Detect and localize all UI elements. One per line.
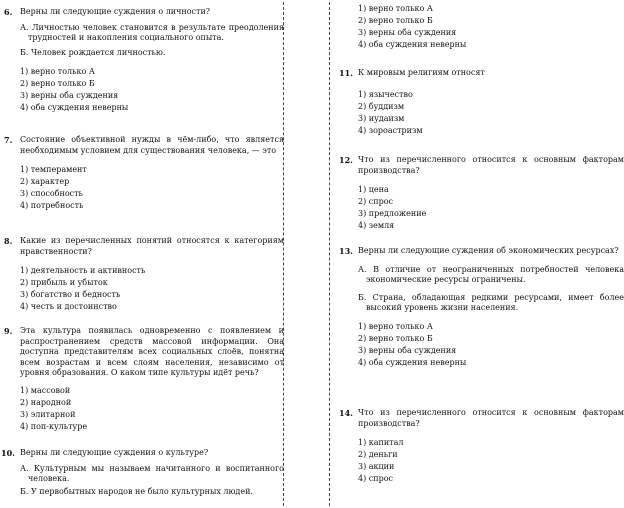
answer-option-3[interactable]: 3) верны оба суждения [20,90,119,100]
question-number: 6. [4,7,13,17]
answer-options [0,164,284,212]
question-7 [0,135,284,212]
answer-option-4[interactable]: 4) земля [358,221,395,231]
answer-option-1[interactable]: 1) капитал [358,438,404,448]
answer-options [0,265,284,313]
question-text: Какие из перечисленных понятий относятся к категориям нравственности? [20,236,284,256]
question-text: Что из перечисленного относится к основным факторам производства? [358,408,624,428]
question-8 [0,236,284,313]
answer-option-4[interactable]: 4) спрос [358,474,393,484]
answer-option-1[interactable]: 1) язычество [358,89,413,99]
answer-option-2[interactable]: 2) спрос [358,197,393,207]
answer-options [338,3,624,51]
statement-b: Б. У первобытных народов не было культурных людей. [20,486,253,496]
answer-option-1[interactable]: 1) деятельность и активность [20,266,146,276]
answer-options [338,437,624,485]
question-14 [338,408,624,485]
answer-option-2[interactable]: 2) буддизм [358,101,405,111]
answer-option-4[interactable]: 4) зороастризм [358,125,423,135]
answer-options [0,66,284,114]
answer-options [338,321,624,369]
answer-option-4[interactable]: 4) оба суждения неверны [20,102,129,112]
right-column [338,0,624,508]
right-dashed-divider [329,2,330,506]
left-column [0,0,284,508]
question-number: 12. [339,155,353,165]
question-text: К мировым религиям относят [358,68,485,77]
question-text: Верны ли следующие суждения о личности? [20,7,211,16]
question-13 [338,246,624,369]
statement-b: Б. Страна, обладающая редкими ресурсами, имеет более высокий уровень жизни населения. [358,292,624,312]
question-12 [338,155,624,232]
answer-option-3[interactable]: 3) элитарной [20,409,76,419]
question-number: 14. [339,408,353,418]
answer-option-1[interactable]: 1) верно только А [358,4,433,13]
question-number: 8. [4,236,13,246]
question-number: 9. [4,326,13,336]
question-text: Верны ли следующие суждения об экономических ресурсах? [358,246,619,255]
answer-option-3[interactable]: 3) акции [358,462,395,472]
answer-option-2[interactable]: 2) верно только Б [358,16,433,25]
answer-option-3[interactable]: 3) верны оба суждения [358,345,457,355]
answer-option-3[interactable]: 3) иудаизм [358,113,405,123]
answer-option-2[interactable]: 2) верно только Б [20,78,95,88]
statement-a: А. Личностью человек становится в результате преодоления трудностей и накопления социального опыта. [20,22,284,42]
answer-option-1[interactable]: 1) верно только А [358,321,433,331]
question-9 [0,326,284,433]
answer-option-1[interactable]: 1) верно только А [20,66,95,76]
answer-option-2[interactable]: 2) прибыль и убыток [20,278,108,288]
answer-option-2[interactable]: 2) верно только Б [358,333,433,343]
answer-option-3[interactable]: 3) способность [20,189,83,199]
answer-options [0,385,284,433]
answer-options [338,89,624,137]
statement-a: А. В отличие от неограниченных потребностей человека экономические ресурсы ограничены. [358,264,624,284]
answer-options [338,184,624,232]
answer-option-3[interactable]: 3) богатство и бедность [20,290,121,300]
answer-option-1[interactable]: 1) темперамент [20,165,87,175]
statement-b: Б. Человек рождается личностью. [20,47,166,57]
answer-option-3[interactable]: 3) верны оба суждения [358,28,457,37]
question-text: Состояние объективной нужды в чём-либо, что является необходимым условием для существования человека, — это [20,135,284,155]
question-11 [338,68,624,137]
statement-a: А. Культурным мы называем начитанного и воспитанного человека. [20,463,284,483]
answer-option-1[interactable]: 1) массовой [20,385,71,395]
question-10 [0,448,284,497]
answer-option-2[interactable]: 2) деньги [358,450,398,460]
answer-option-3[interactable]: 3) предложение [358,209,427,219]
question-text: Что из перечисленного относится к основным факторам производства? [358,155,624,175]
question-10-options [338,3,624,51]
answer-option-4[interactable]: 4) потребность [20,201,84,211]
answer-option-4[interactable]: 4) поп-культуре [20,421,88,431]
question-6 [0,7,284,114]
question-text: Эта культура появилась одновременно с появлением и распространением средств массовой информации. Она доступна представителям всех социальных слоёв, понятна всем возрастам и всем слоям населения, независимо от уровня образования. О каком типе культуры идёт речь? [20,326,284,378]
question-number: 7. [4,135,13,145]
question-number: 10. [1,448,15,458]
answer-option-4[interactable]: 4) оба суждения неверны [358,357,467,367]
answer-option-1[interactable]: 1) цена [358,185,389,195]
question-text: Верны ли следующие суждения о культуре? [20,448,209,457]
answer-option-4[interactable]: 4) оба суждения неверны [358,40,467,49]
question-number: 11. [339,68,353,78]
answer-option-4[interactable]: 4) честь и достоинство [20,302,117,312]
question-number: 13. [339,246,353,256]
answer-option-2[interactable]: 2) характер [20,177,70,187]
answer-option-2[interactable]: 2) народной [20,397,72,407]
